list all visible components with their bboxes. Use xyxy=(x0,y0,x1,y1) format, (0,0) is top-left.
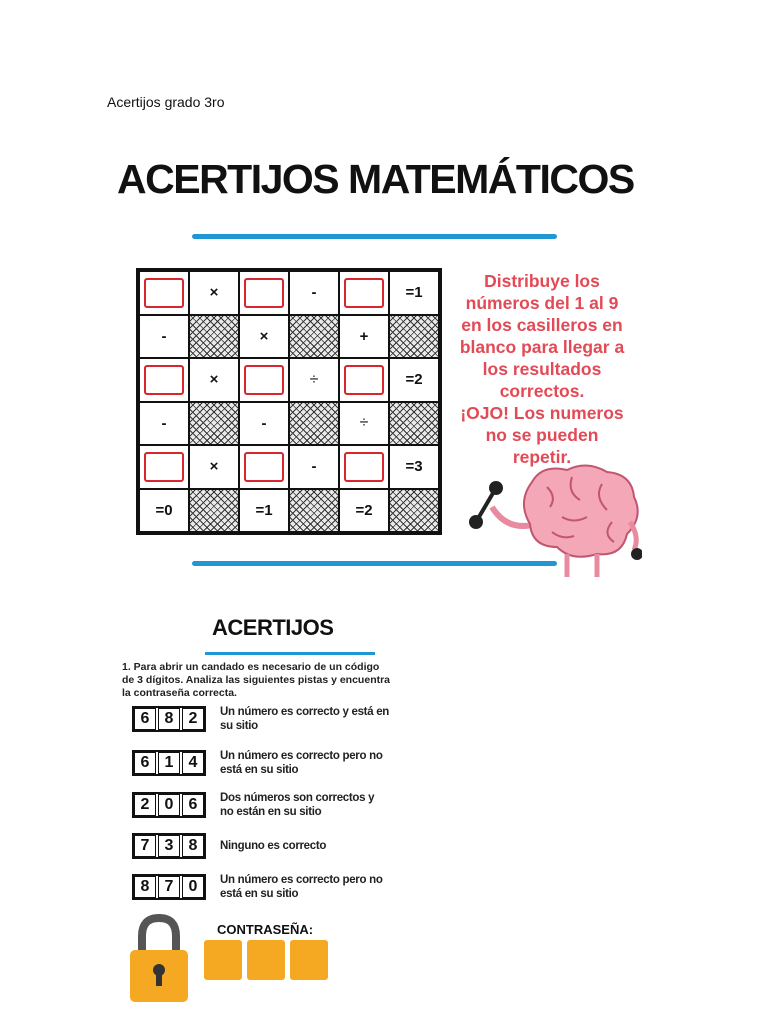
blank-cell xyxy=(139,358,189,402)
blank-cell xyxy=(139,445,189,489)
operator-cell: × xyxy=(189,271,239,315)
hatched-cell xyxy=(389,489,439,533)
math-puzzles-title: ACERTIJOS MATEMÁTICOS xyxy=(117,156,634,202)
clue-digits xyxy=(132,706,206,732)
clue-digits xyxy=(132,750,206,776)
instruction-line: Distribuye los xyxy=(484,271,600,291)
instruction-line: no se pueden xyxy=(485,425,599,445)
hatched-cell xyxy=(389,315,439,359)
clue-digit: 2 xyxy=(134,794,156,816)
clue-digit: 6 xyxy=(134,708,156,730)
password-digit-slot[interactable] xyxy=(247,940,285,980)
answer-box[interactable] xyxy=(144,278,184,308)
clue-digits xyxy=(132,874,206,900)
title-underline xyxy=(192,234,557,239)
clue-digit: 0 xyxy=(182,876,204,898)
answer-box[interactable] xyxy=(144,365,184,395)
puzzle-instructions xyxy=(452,270,632,468)
operator-cell: =3 xyxy=(389,445,439,489)
padlock-icon xyxy=(128,912,190,1004)
blank-cell xyxy=(339,271,389,315)
blank-cell xyxy=(139,271,189,315)
password-label: CONTRASEÑA: xyxy=(217,922,314,937)
clue-digit: 8 xyxy=(134,876,156,898)
operator-cell: =2 xyxy=(389,358,439,402)
clue-digits xyxy=(132,833,206,859)
blank-cell xyxy=(339,445,389,489)
operator-cell: - xyxy=(239,402,289,446)
puzzle-grid xyxy=(136,268,442,535)
hatched-cell xyxy=(289,489,339,533)
clue-row xyxy=(132,873,390,901)
clue-row xyxy=(132,791,390,819)
hatched-cell xyxy=(189,489,239,533)
answer-box[interactable] xyxy=(344,365,384,395)
clue-text: Un número es correcto y está en su sitio xyxy=(220,706,390,732)
answer-box[interactable] xyxy=(144,452,184,482)
clue-row xyxy=(132,833,390,859)
operator-cell: =1 xyxy=(239,489,289,533)
answer-box[interactable] xyxy=(244,452,284,482)
clue-digits xyxy=(132,792,206,818)
operator-cell: =0 xyxy=(139,489,189,533)
password-slots xyxy=(204,940,328,980)
clue-text: Un número es correcto pero no está en su sitio xyxy=(220,750,383,776)
clue-digit: 4 xyxy=(182,752,204,774)
hatched-cell xyxy=(189,315,239,359)
clue-digit: 8 xyxy=(158,708,180,730)
brain-mascot-icon xyxy=(462,462,642,577)
operator-cell: - xyxy=(289,445,339,489)
instruction-line: los resultados xyxy=(482,359,602,379)
operator-cell: ÷ xyxy=(339,402,389,446)
hatched-cell xyxy=(189,402,239,446)
answer-box[interactable] xyxy=(344,278,384,308)
password-digit-slot[interactable] xyxy=(290,940,328,980)
answer-box[interactable] xyxy=(244,278,284,308)
clue-digit: 6 xyxy=(134,752,156,774)
clue-text: Un número es correcto pero no está en su sitio xyxy=(220,874,383,900)
answer-box[interactable] xyxy=(244,365,284,395)
hatched-cell xyxy=(289,402,339,446)
clue-digit: 6 xyxy=(182,794,204,816)
operator-cell: × xyxy=(189,445,239,489)
password-digit-slot[interactable] xyxy=(204,940,242,980)
clue-digit: 7 xyxy=(134,835,156,857)
operator-cell: =1 xyxy=(389,271,439,315)
operator-cell: - xyxy=(289,271,339,315)
clue-row xyxy=(132,705,390,733)
operator-cell: × xyxy=(189,358,239,402)
operator-cell: - xyxy=(139,315,189,359)
clue-digit: 8 xyxy=(182,835,204,857)
blank-cell xyxy=(339,358,389,402)
clue-digit: 3 xyxy=(158,835,180,857)
operator-cell: =2 xyxy=(339,489,389,533)
clue-text: Ninguno es correcto xyxy=(220,840,327,852)
clue-text: Dos números son correctos y no están en su sitio xyxy=(220,792,375,818)
document-header: Acertijos grado 3ro xyxy=(107,94,225,110)
section-divider xyxy=(192,561,557,566)
instruction-line: correctos. xyxy=(499,381,585,401)
operator-cell: ÷ xyxy=(289,358,339,402)
clue-digit: 2 xyxy=(182,708,204,730)
lock-puzzle-intro: 1. Para abrir un candado es necesario de un código de 3 dígitos. Analiza las siguientes pistas y encuentra la contraseña correcta. xyxy=(122,661,391,699)
riddles-underline xyxy=(205,652,375,655)
instruction-line: ¡OJO! Los numeros xyxy=(460,403,624,423)
operator-cell: × xyxy=(239,315,289,359)
instruction-line: en los casilleros en xyxy=(461,315,623,335)
hatched-cell xyxy=(289,315,339,359)
hatched-cell xyxy=(389,402,439,446)
clue-digit: 0 xyxy=(158,794,180,816)
operator-cell: - xyxy=(139,402,189,446)
riddles-title: ACERTIJOS xyxy=(212,615,334,640)
instruction-line: blanco para llegar a xyxy=(459,337,625,357)
instruction-line: números del 1 al 9 xyxy=(465,293,619,313)
blank-cell xyxy=(239,358,289,402)
clue-digit: 1 xyxy=(158,752,180,774)
answer-box[interactable] xyxy=(344,452,384,482)
operator-cell: + xyxy=(339,315,389,359)
clue-digit: 7 xyxy=(158,876,180,898)
instruction-line: repetir. xyxy=(512,447,572,467)
clue-row xyxy=(132,749,390,777)
blank-cell xyxy=(239,445,289,489)
blank-cell xyxy=(239,271,289,315)
